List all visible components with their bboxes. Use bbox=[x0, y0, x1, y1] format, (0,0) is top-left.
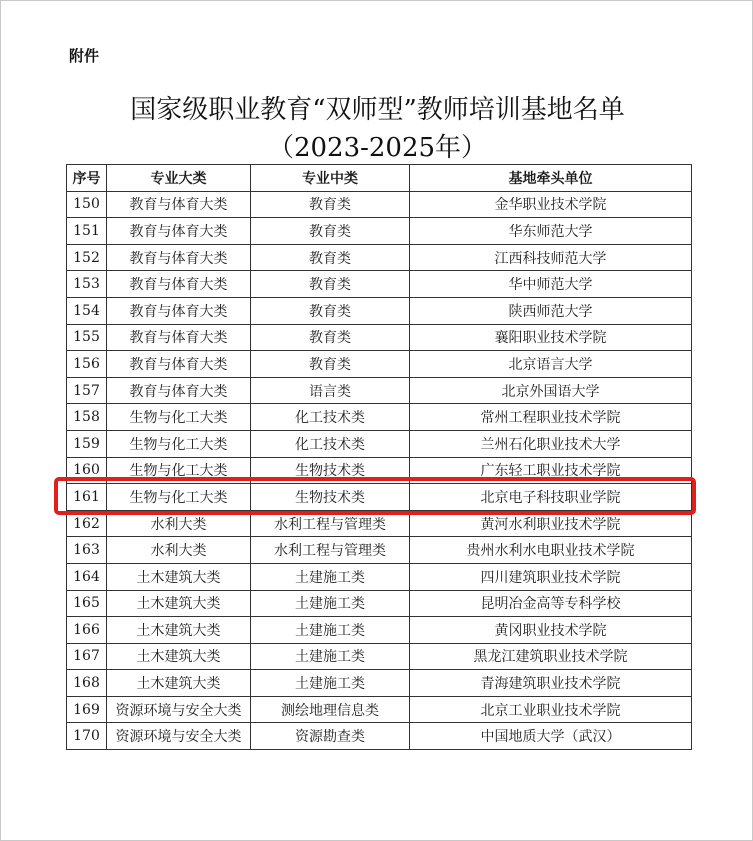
cell-sub-category: 教育类 bbox=[251, 324, 410, 351]
cell-sub-category: 教育类 bbox=[251, 351, 410, 378]
cell-lead-institution: 北京外国语大学 bbox=[410, 377, 692, 404]
table-row bbox=[67, 218, 692, 245]
table-row bbox=[67, 670, 692, 697]
cell-serial: 160 bbox=[67, 457, 107, 484]
cell-sub-category: 测绘地理信息类 bbox=[251, 696, 410, 723]
cell-serial: 162 bbox=[67, 510, 107, 537]
table-row bbox=[67, 191, 692, 218]
table-row bbox=[67, 617, 692, 644]
header-major-category: 专业大类 bbox=[107, 165, 251, 192]
cell-lead-institution: 广东轻工职业技术学院 bbox=[410, 457, 692, 484]
table-row bbox=[67, 484, 692, 511]
cell-sub-category: 生物技术类 bbox=[251, 484, 410, 511]
header-lead-institution: 基地牵头单位 bbox=[410, 165, 692, 192]
cell-serial: 153 bbox=[67, 271, 107, 298]
table-row bbox=[67, 324, 692, 351]
cell-sub-category: 教育类 bbox=[251, 244, 410, 271]
cell-serial: 163 bbox=[67, 537, 107, 564]
cell-serial: 152 bbox=[67, 244, 107, 271]
cell-lead-institution: 兰州石化职业技术大学 bbox=[410, 430, 692, 457]
cell-lead-institution: 华东师范大学 bbox=[410, 218, 692, 245]
table-row bbox=[67, 351, 692, 378]
header-sub-category: 专业中类 bbox=[251, 165, 410, 192]
document-subtitle: （2023-2025年） bbox=[267, 133, 488, 163]
cell-major-category: 教育与体育大类 bbox=[107, 271, 251, 298]
cell-major-category: 土木建筑大类 bbox=[107, 590, 251, 617]
table-row bbox=[67, 404, 692, 431]
cell-serial: 151 bbox=[67, 218, 107, 245]
document-title: 国家级职业教育“双师型”教师培训基地名单 bbox=[130, 95, 625, 125]
cell-sub-category: 资源勘查类 bbox=[251, 723, 410, 750]
cell-sub-category: 化工技术类 bbox=[251, 430, 410, 457]
cell-lead-institution: 昆明冶金高等专科学校 bbox=[410, 590, 692, 617]
cell-major-category: 土木建筑大类 bbox=[107, 617, 251, 644]
cell-major-category: 教育与体育大类 bbox=[107, 324, 251, 351]
cell-lead-institution: 北京电子科技职业学院 bbox=[410, 484, 692, 511]
table-row bbox=[67, 297, 692, 324]
cell-major-category: 土木建筑大类 bbox=[107, 670, 251, 697]
cell-lead-institution: 北京语言大学 bbox=[410, 351, 692, 378]
cell-serial: 166 bbox=[67, 617, 107, 644]
cell-lead-institution: 四川建筑职业技术学院 bbox=[410, 563, 692, 590]
header-serial: 序号 bbox=[67, 165, 107, 192]
table-row bbox=[67, 377, 692, 404]
cell-lead-institution: 华中师范大学 bbox=[410, 271, 692, 298]
cell-serial: 157 bbox=[67, 377, 107, 404]
cell-sub-category: 土建施工类 bbox=[251, 617, 410, 644]
cell-major-category: 教育与体育大类 bbox=[107, 191, 251, 218]
cell-lead-institution: 黄冈职业技术学院 bbox=[410, 617, 692, 644]
table-row bbox=[67, 430, 692, 457]
cell-serial: 150 bbox=[67, 191, 107, 218]
table-row bbox=[67, 723, 692, 750]
cell-lead-institution: 黑龙江建筑职业技术学院 bbox=[410, 643, 692, 670]
cell-serial: 169 bbox=[67, 696, 107, 723]
cell-major-category: 教育与体育大类 bbox=[107, 377, 251, 404]
cell-lead-institution: 陕西师范大学 bbox=[410, 297, 692, 324]
cell-major-category: 教育与体育大类 bbox=[107, 218, 251, 245]
table-row bbox=[67, 271, 692, 298]
cell-major-category: 教育与体育大类 bbox=[107, 297, 251, 324]
cell-serial: 168 bbox=[67, 670, 107, 697]
cell-sub-category: 土建施工类 bbox=[251, 643, 410, 670]
table-row bbox=[67, 563, 692, 590]
table-row bbox=[67, 643, 692, 670]
cell-major-category: 教育与体育大类 bbox=[107, 351, 251, 378]
table-body bbox=[67, 191, 692, 749]
table-row bbox=[67, 457, 692, 484]
cell-lead-institution: 常州工程职业技术学院 bbox=[410, 404, 692, 431]
cell-major-category: 生物与化工大类 bbox=[107, 484, 251, 511]
cell-sub-category: 教育类 bbox=[251, 297, 410, 324]
cell-major-category: 土木建筑大类 bbox=[107, 563, 251, 590]
cell-major-category: 资源环境与安全大类 bbox=[107, 696, 251, 723]
cell-serial: 164 bbox=[67, 563, 107, 590]
cell-sub-category: 教育类 bbox=[251, 271, 410, 298]
cell-major-category: 土木建筑大类 bbox=[107, 643, 251, 670]
attachment-label: 附件 bbox=[69, 47, 100, 65]
cell-lead-institution: 金华职业技术学院 bbox=[410, 191, 692, 218]
table-row bbox=[67, 510, 692, 537]
cell-serial: 167 bbox=[67, 643, 107, 670]
cell-serial: 159 bbox=[67, 430, 107, 457]
cell-lead-institution: 中国地质大学（武汉） bbox=[410, 723, 692, 750]
cell-lead-institution: 贵州水利水电职业技术学院 bbox=[410, 537, 692, 564]
cell-major-category: 水利大类 bbox=[107, 537, 251, 564]
cell-major-category: 生物与化工大类 bbox=[107, 430, 251, 457]
cell-serial: 158 bbox=[67, 404, 107, 431]
cell-major-category: 生物与化工大类 bbox=[107, 457, 251, 484]
cell-major-category: 生物与化工大类 bbox=[107, 404, 251, 431]
cell-major-category: 资源环境与安全大类 bbox=[107, 723, 251, 750]
cell-lead-institution: 黄河水利职业技术学院 bbox=[410, 510, 692, 537]
cell-lead-institution: 北京工业职业技术学院 bbox=[410, 696, 692, 723]
cell-serial: 154 bbox=[67, 297, 107, 324]
table-row bbox=[67, 537, 692, 564]
cell-serial: 165 bbox=[67, 590, 107, 617]
cell-serial: 156 bbox=[67, 351, 107, 378]
cell-sub-category: 土建施工类 bbox=[251, 590, 410, 617]
cell-sub-category: 土建施工类 bbox=[251, 563, 410, 590]
cell-sub-category: 土建施工类 bbox=[251, 670, 410, 697]
cell-major-category: 教育与体育大类 bbox=[107, 244, 251, 271]
cell-sub-category: 水利工程与管理类 bbox=[251, 537, 410, 564]
cell-sub-category: 水利工程与管理类 bbox=[251, 510, 410, 537]
cell-serial: 170 bbox=[67, 723, 107, 750]
table-header-row bbox=[67, 165, 692, 192]
cell-sub-category: 生物技术类 bbox=[251, 457, 410, 484]
cell-lead-institution: 襄阳职业技术学院 bbox=[410, 324, 692, 351]
training-base-table bbox=[66, 164, 692, 750]
cell-lead-institution: 江西科技师范大学 bbox=[410, 244, 692, 271]
cell-sub-category: 化工技术类 bbox=[251, 404, 410, 431]
cell-sub-category: 语言类 bbox=[251, 377, 410, 404]
table-row bbox=[67, 244, 692, 271]
cell-serial: 155 bbox=[67, 324, 107, 351]
table-row bbox=[67, 590, 692, 617]
cell-sub-category: 教育类 bbox=[251, 191, 410, 218]
cell-sub-category: 教育类 bbox=[251, 218, 410, 245]
cell-major-category: 水利大类 bbox=[107, 510, 251, 537]
cell-serial: 161 bbox=[67, 484, 107, 511]
cell-lead-institution: 青海建筑职业技术学院 bbox=[410, 670, 692, 697]
table-row bbox=[67, 696, 692, 723]
